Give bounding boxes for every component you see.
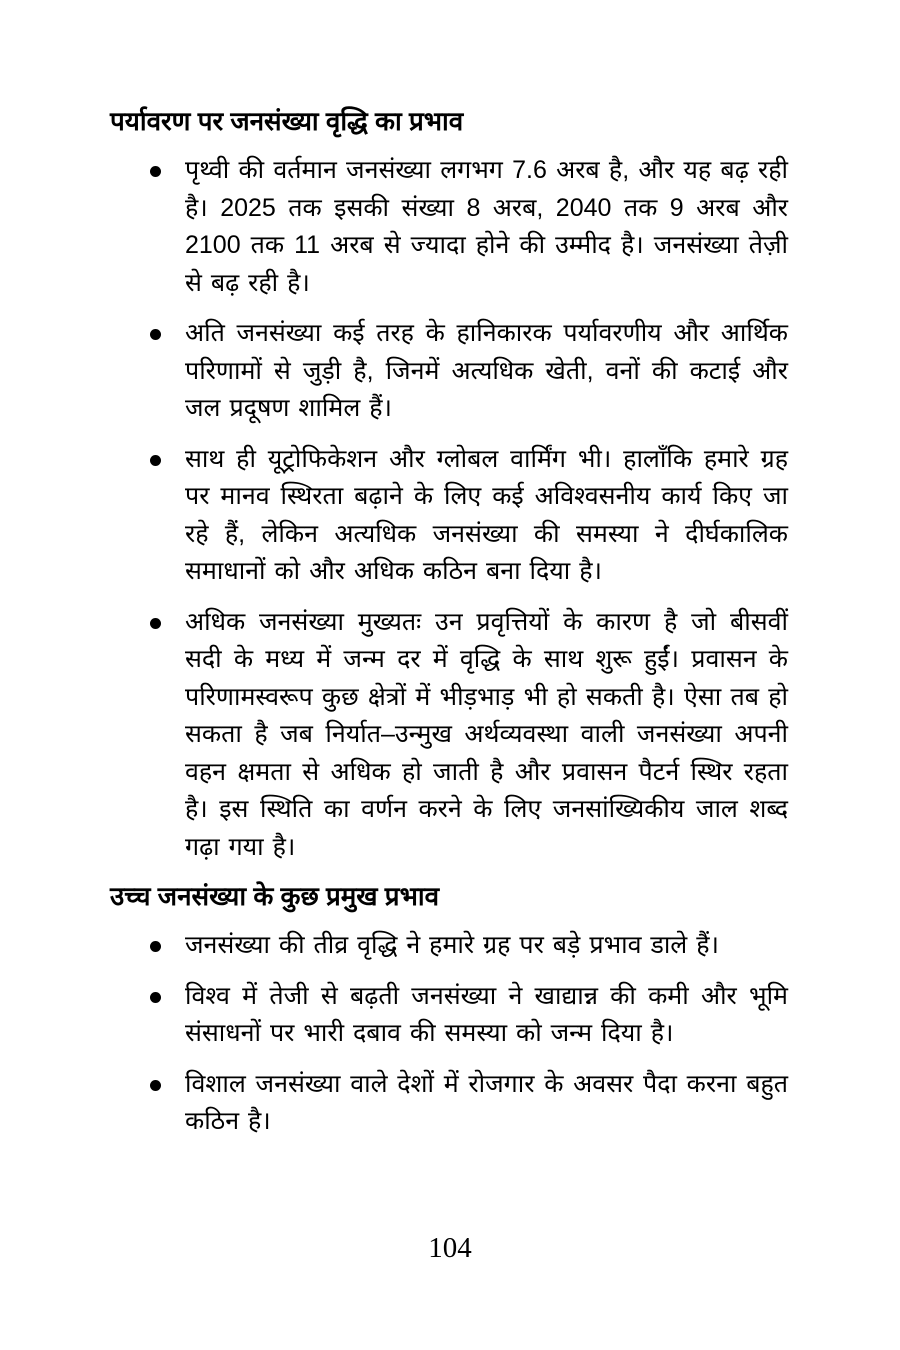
- page-number: 104: [428, 1232, 472, 1264]
- bullet-text: विश्व में तेजी से बढ़ती जनसंख्या ने खाद्यान्न की कमी और भूमि संसाधनों पर भारी दबाव की समस्या को जन्म दिया है।: [185, 981, 788, 1047]
- list-item: [110, 152, 788, 302]
- bullet-list-major-effects: [110, 927, 788, 1141]
- bullet-text: अति जनसंख्या कई तरह के हानिकारक पर्यावरणीय और आर्थिक परिणामों से जुड़ी है, जिनमें अत्यधिक खेती, वनों की कटाई और जल प्रदूषण शामिल हैं।: [185, 319, 788, 422]
- list-item: [110, 315, 788, 428]
- bullet-text: साथ ही यूट्रोफिकेशन और ग्लोबल वार्मिंग भी। हालाँकि हमारे ग्रह पर मानव स्थिरता बढ़ाने के लिए कई अविश्वसनीय कार्य किए जा रहे हैं, लेकिन अत्यधिक जनसंख्या की समस्या ने दीर्घकालिक समाधानों को और अधिक कठिन बना दिया है।: [185, 444, 788, 585]
- bullet-text: विशाल जनसंख्या वाले देशों में रोजगार के अवसर पैदा करना बहुत कठिन है।: [185, 1069, 788, 1135]
- bullet-icon: [150, 166, 161, 177]
- list-item: [110, 978, 788, 1053]
- bullet-text: पृथ्वी की वर्तमान जनसंख्या लगभग 7.6 अरब है, और यह बढ़ रही है। 2025 तक इसकी संख्या 8 अरब, 2040 तक 9 अरब और 2100 तक 11 अरब से ज्यादा होने की उम्मीद है। जनसंख्या तेज़ी से बढ़ रही है।: [185, 156, 788, 297]
- text-column: [110, 103, 788, 1141]
- bullet-icon: [150, 618, 161, 629]
- bullet-icon: [150, 455, 161, 466]
- bullet-text: जनसंख्या की तीव्र वृद्धि ने हमारे ग्रह पर बड़े प्रभाव डाले हैं।: [185, 931, 719, 959]
- list-item: [110, 927, 788, 965]
- bullet-icon: [150, 941, 161, 952]
- bullet-icon: [150, 992, 161, 1003]
- bullet-text: अधिक जनसंख्या मुख्यतः उन प्रवृत्तियों के कारण है जो बीसवीं सदी के मध्य में जन्म दर में वृद्धि के साथ शुरू हुईं। प्रवासन के परिणामस्वरूप कुछ क्षेत्रों में भीड़भाड़ भी हो सकती है। ऐसा तब हो सकता है जब निर्यात–उन्मुख अर्थव्यवस्था वाली जनसंख्या अपनी वहन क्षमता से अधिक हो जाती है और प्रवासन पैटर्न स्थिर रहता है। इस स्थिति का वर्णन करने के लिए जनसांख्यिकीय जाल शब्द गढ़ा गया है।: [185, 607, 788, 861]
- section-heading-environment-impact: पर्यावरण पर जनसंख्या वृद्धि का प्रभाव: [110, 106, 464, 136]
- bullet-list-environment: [110, 152, 788, 866]
- section-heading-major-effects: उच्च जनसंख्या के कुछ प्रमुख प्रभाव: [110, 881, 440, 911]
- bullet-icon: [150, 1080, 161, 1091]
- bullet-icon: [150, 329, 161, 340]
- list-item: [110, 604, 788, 867]
- list-item: [110, 441, 788, 591]
- list-item: [110, 1066, 788, 1141]
